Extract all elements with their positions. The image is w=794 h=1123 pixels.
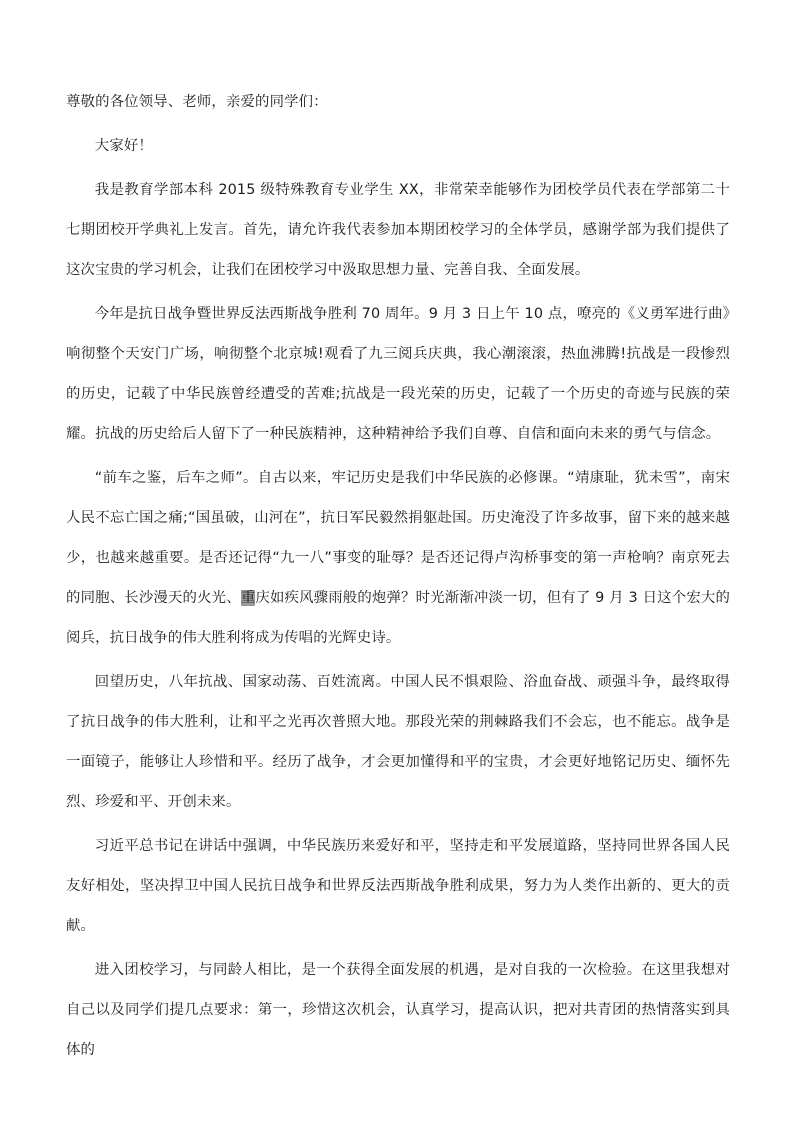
paragraph-salutation: 尊敬的各位领导、老师，亲爱的同学们：: [66, 94, 328, 110]
remember-history-part-2: 庆如疾风骤雨般的炮弹？时光渐渐冲淡一切，但有了 9 月 3 日这个宏大的阅兵，抗日战争的伟大胜利将成为传唱的光辉史诗。: [66, 590, 730, 646]
remember-history-part-1: “前车之鉴，后车之师”。自古以来，牢记历史是我们中华民族的必修课。“靖康耻，犹未雪”，南宋人民不忘亡国之痛;“国虽破，山河在”，抗日军民毅然捐躯赴国。历史淹没了许多故事，留下来的越来越少，也越来越重要。是否还记得“九一八”事变的耻辱？是否还记得卢沟桥事变的第一声枪响？南京死去的同胞、长沙漫天的火光、: [66, 470, 730, 606]
document-body: [66, 82, 730, 1070]
paragraph-remember-history: [66, 458, 730, 658]
paragraph-joining-school: 进入团校学习，与同龄人相比，是一个获得全面发展的机遇，是对自我的一次检验。在这里我想对自己以及同学们提几点要求：第一，珍惜这次机会，认真学习，提高认识，把对共青团的热情落实到具体的: [66, 962, 730, 1058]
paragraph-looking-back: 回望历史，八年抗战、国家动荡、百姓流离。中国人民不惧艰险、浴血奋战、顽强斗争，最终取得了抗日战争的伟大胜利，让和平之光再次普照大地。那段光荣的荆棘路我们不会忘，也不能忘。战争是一面镜子，能够让人珍惜和平。经历了战争，才会更加懂得和平的宝贵，才会更好地铭记历史、缅怀先烈、珍爱和平、开创未来。: [66, 674, 730, 810]
paragraph-self-introduction: 我是教育学部本科 2015 级特殊教育专业学生 XX，非常荣幸能够作为团校学员代表在学部第二十七期团校开学典礼上发言。首先，请允许我代表参加本期团校学习的全体学员，感谢学部为我们提供了这次宝贵的学习机会，让我们在团校学习中汲取思想力量、完善自我、全面发展。: [66, 182, 730, 278]
remember-history-shaded-glyph: 重: [240, 590, 256, 606]
paragraph-anniversary: 今年是抗日战争暨世界反法西斯战争胜利 70 周年。9 月 3 日上午 10 点，嘹亮的《义勇军进行曲》响彻整个天安门广场，响彻整个北京城!观看了九三阅兵庆典，我心潮滚滚，热血沸腾!抗战是一段惨烈的历史，记载了中华民族曾经遭受的苦难;抗战是一段光荣的历史，记载了一个历史的奇迹与民族的荣耀。抗战的历史给后人留下了一种民族精神，这种精神给予我们自尊、自信和面向未来的勇气与信念。: [66, 306, 730, 442]
paragraph-greeting: 大家好！: [94, 138, 153, 154]
paragraph-general-secretary: 习近平总书记在讲话中强调，中华民族历来爱好和平，坚持走和平发展道路，坚持同世界各国人民友好相处，坚决捍卫中国人民抗日战争和世界反法西斯战争胜利成果，努力为人类作出新的、更大的贡献。: [66, 838, 730, 934]
